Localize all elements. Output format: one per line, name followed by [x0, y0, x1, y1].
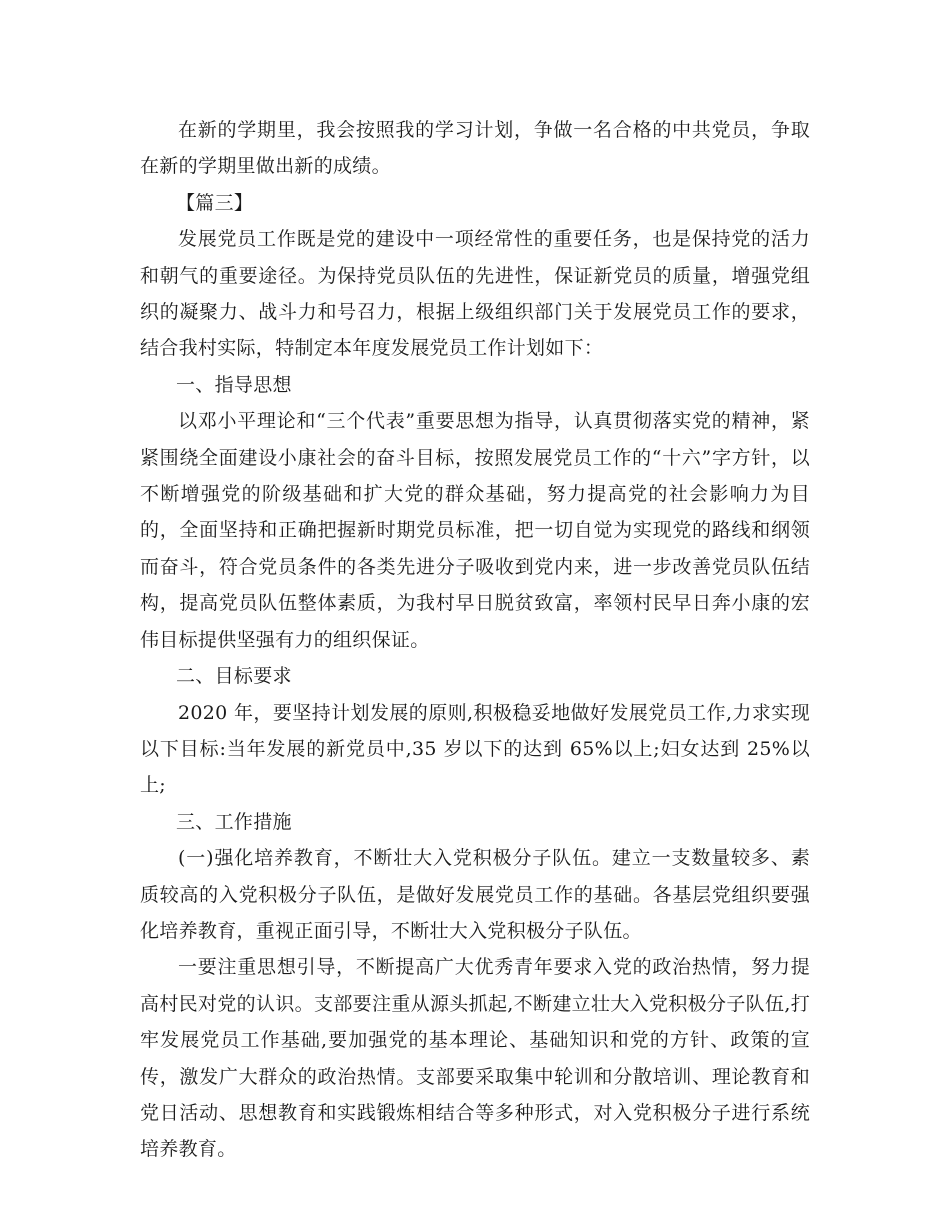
document-page — [140, 112, 810, 1168]
paragraph-study-plan: 在新的学期里，我会按照我的学习计划，争做一名合格的中共党员，争取在新的学期里做出新的成绩。 — [140, 119, 810, 178]
section-heading-guiding-ideology: 一、指导思想 — [176, 373, 292, 396]
section-heading-goals: 二、目标要求 — [176, 665, 292, 688]
paragraph-intro: 发展党员工作既是党的建设中一项经常性的重要任务，也是保持党的活力和朝气的重要途径。为保持党员队伍的先进性，保证新党员的质量，增强党组织的凝聚力、战斗力和号召力，根据上级组织部门关于发展党员工作的要求，结合我村实际，特制定本年度发展党员工作计划如下： — [140, 228, 810, 360]
paragraph-ideological-guidance: 一要注重思想引导，不断提高广大优秀青年要求入党的政治热情，努力提高村民对党的认识。支部要注重从源头抓起,不断建立壮大入党积极分子队伍,打牢发展党员工作基础,要加强党的基本理论、基础知识和党的方针、政策的宣传，激发广大群众的政治热情。支部要采取集中轮训和分散培训、理论教育和党日活动、思想教育和实践锻炼相结合等多种形式，对入党积极分子进行系统培养教育。 — [140, 956, 810, 1161]
paragraph-measure-one: (一)强化培养教育，不断壮大入党积极分子队伍。建立一支数量较多、素质较高的入党积极分子队伍，是做好发展党员工作的基础。各基层党组织要强化培养教育，重视正面引导，不断壮大入党积极分子队伍。 — [140, 847, 810, 942]
section-heading-measures: 三、工作措施 — [176, 810, 292, 833]
paragraph-goals: 2020 年，要坚持计划发展的原则,积极稳妥地做好发展党员工作,力求实现以下目标:当年发展的新党员中,35 岁以下的达到 65%以上;妇女达到 25%以上; — [140, 701, 810, 797]
section-heading-part-three: 【篇三】 — [176, 191, 254, 214]
paragraph-guiding-ideology: 以邓小平理论和“三个代表”重要思想为指导，认真贯彻落实党的精神，紧紧围绕全面建设小康社会的奋斗目标，按照发展党员工作的“十六”字方针，以不断增强党的阶级基础和扩大党的群众基础，努力提高党的社会影响力为目的，全面坚持和正确把握新时期党员标准，把一切自觉为实现党的路线和纲领而奋斗，符合党员条件的各类先进分子吸收到党内来，进一步改善党员队伍结构，提高党员队伍整体素质，为我村早日脱贫致富，率领村民早日奔小康的宏伟目标提供坚强有力的组织保证。 — [140, 410, 810, 651]
